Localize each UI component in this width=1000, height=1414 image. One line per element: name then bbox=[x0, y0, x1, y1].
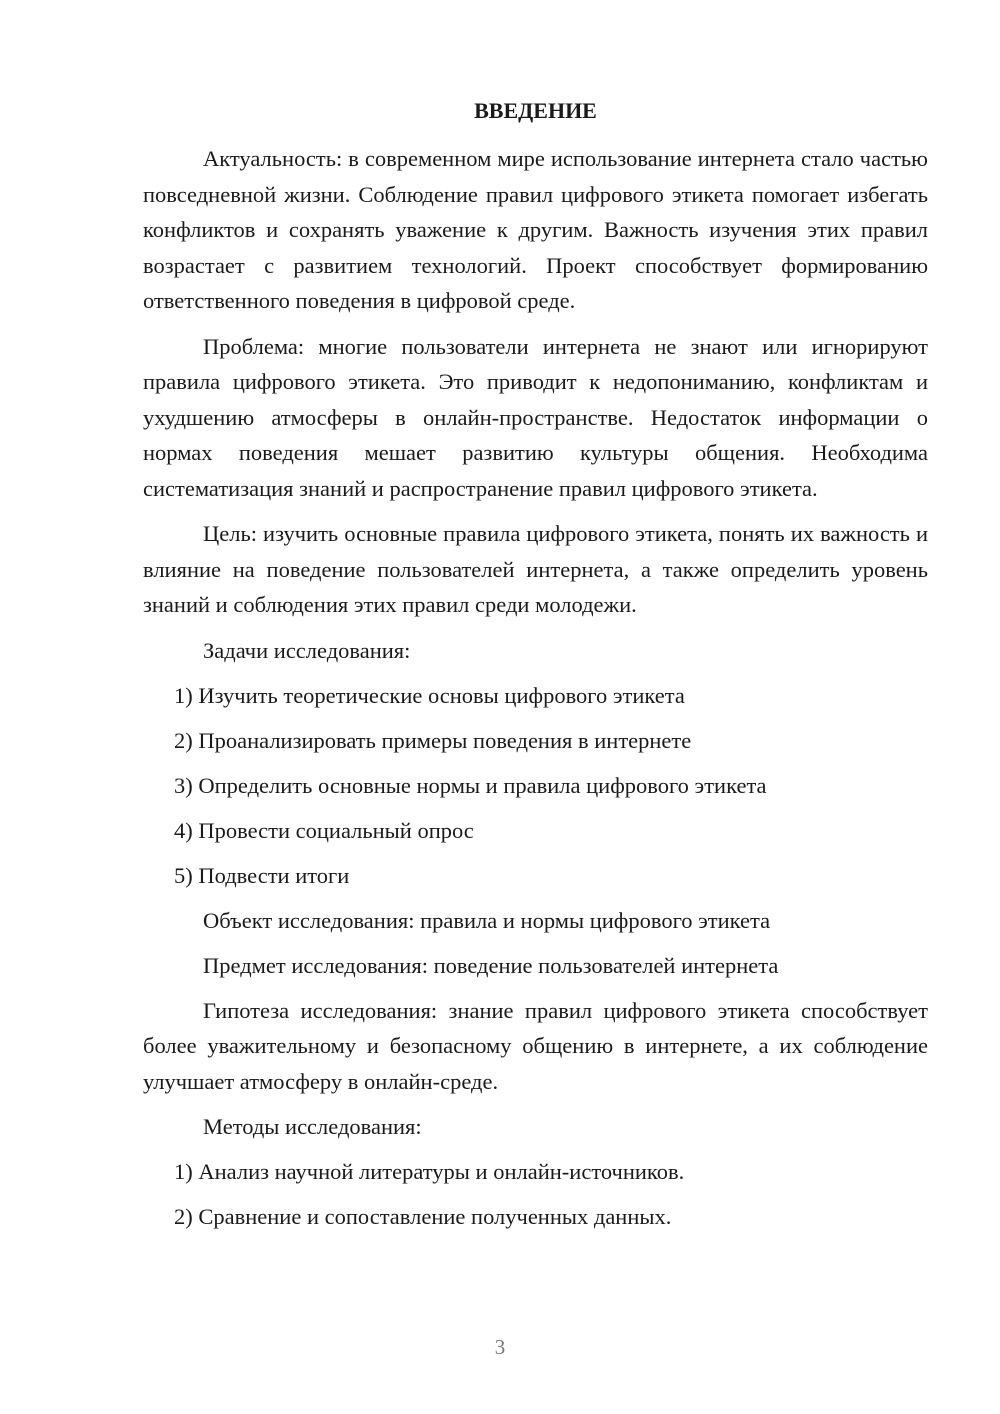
task-item: 5) Подвести итоги bbox=[174, 862, 350, 888]
document-body bbox=[143, 141, 928, 1244]
goal-paragraph: Цель: изучить основные правила цифрового этикета, понять их важность и влияние на поведение пользователей интернета, а также определить уровень знаний и соблюдения этих правил среди молодежи. bbox=[143, 521, 928, 617]
methods-heading: Методы исследования: bbox=[203, 1114, 422, 1139]
task-item: 4) Провести социальный опрос bbox=[174, 817, 474, 843]
task-item: 3) Определить основные нормы и правила цифрового этикета bbox=[174, 772, 767, 798]
page-number: 3 bbox=[494, 1335, 506, 1359]
problem-paragraph: Проблема: многие пользователи интернета не знают или игнорируют правила цифрового этикета. Это приводит к недопониманию, конфликтам и ухудшению атмосферы в онлайн-пространстве. Недостаток информации о нормах поведения мешает развитию культуры общения. Необходима систематизация знаний и распространение правил цифрового этикета. bbox=[143, 333, 928, 501]
relevance-paragraph: Актуальность: в современном мире использование интернета стало частью повседневной жизни. Соблюдение правил цифрового этикета помогает избегать конфликтов и сохранять уважение к другим. Важность изучения этих правил возрастает с развитием технологий. Проект способствует формированию ответственного поведения в цифровой среде. bbox=[143, 146, 928, 313]
tasks-heading: Задачи исследования: bbox=[203, 637, 411, 663]
method-item: 2) Сравнение и сопоставление полученных данных. bbox=[174, 1204, 672, 1229]
object-paragraph: Объект исследования: правила и нормы цифрового этикета bbox=[203, 907, 771, 933]
hypothesis-paragraph: Гипотеза исследования: знание правил цифрового этикета способствует более уважительному и безопасному общению в интернете, а их соблюдение улучшает атмосферу в онлайн-среде. bbox=[143, 997, 928, 1094]
method-item: 1) Анализ научной литературы и онлайн-источников. bbox=[174, 1159, 685, 1184]
task-item: 2) Проанализировать примеры поведения в интернете bbox=[174, 727, 692, 753]
section-title: ВВЕДЕНИЕ bbox=[474, 98, 597, 123]
task-item: 1) Изучить теоретические основы цифрового этикета bbox=[174, 682, 685, 708]
subject-paragraph: Предмет исследования: поведение пользователей интернета bbox=[203, 952, 779, 978]
